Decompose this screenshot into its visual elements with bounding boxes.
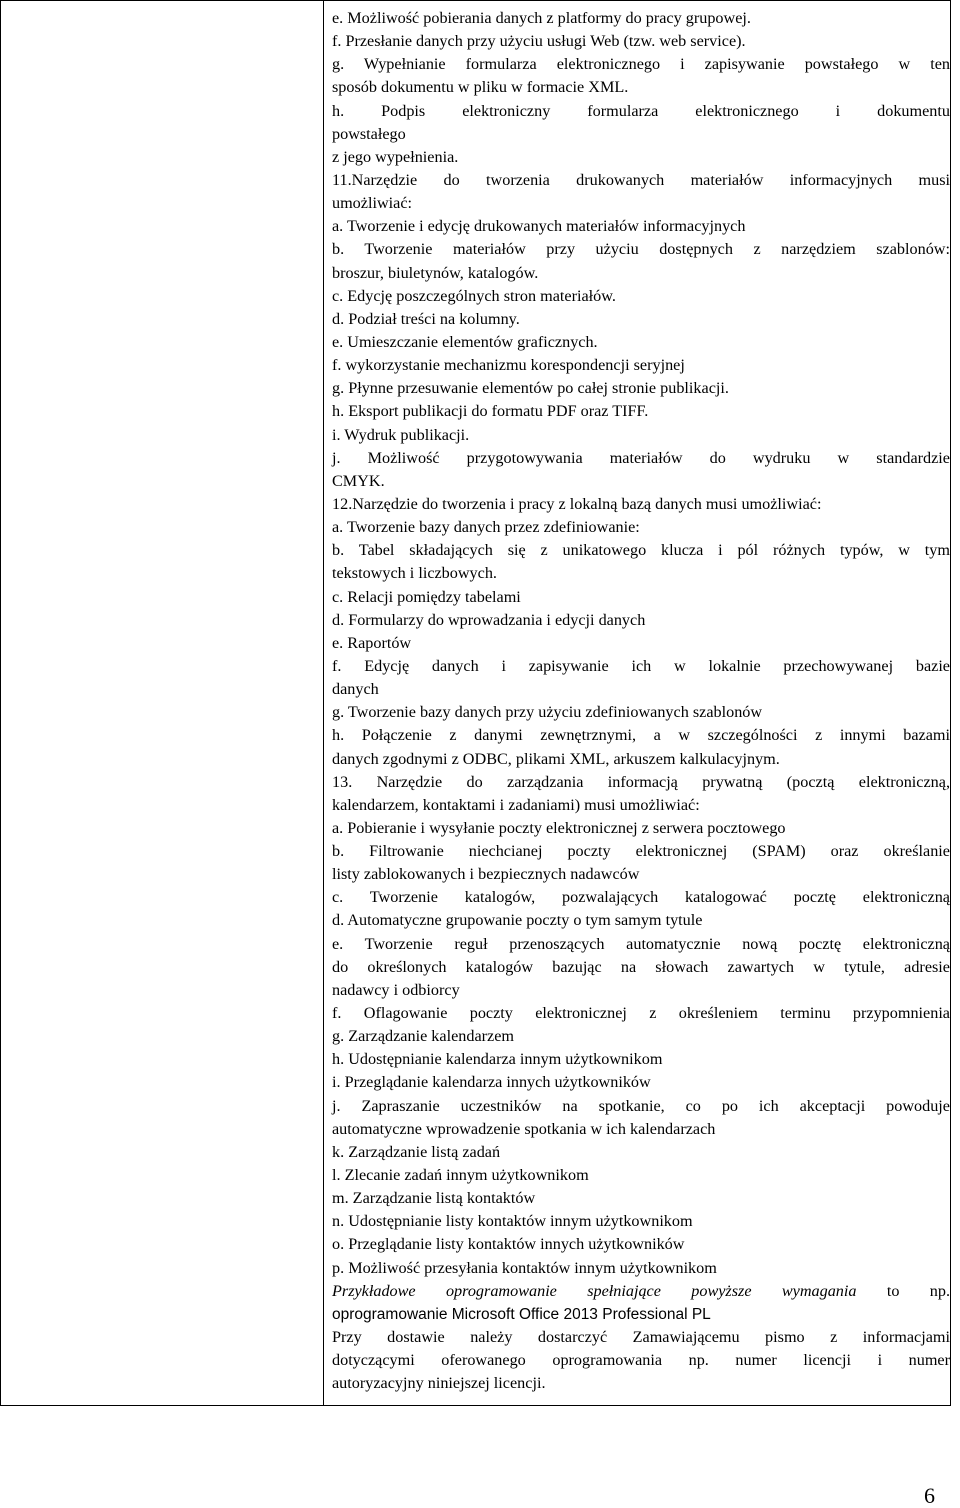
text-line: e. Możliwość pobierania danych z platformy do pracy grupowej. <box>332 9 751 27</box>
text-line: listy zablokowanych i bezpiecznych nadawców <box>332 865 640 884</box>
example-software-italic: Przykładowe oprogramowanie spełniające powyższe wymagania <box>332 1281 857 1300</box>
text-line: danych <box>332 680 379 699</box>
text-line: b. Tworzenie materiałów przy użyciu dostępnych z narzędziem szablonów: <box>332 240 950 259</box>
text-line: c. Tworzenie katalogów, pozwalających katalogować pocztę elektroniczną <box>332 888 950 907</box>
text-line: g. Zarządzanie kalendarzem <box>332 1027 514 1046</box>
text-line: h. Eksport publikacji do formatu PDF oraz TIFF. <box>332 402 649 421</box>
text-line: nadawcy i odbiorcy <box>332 980 460 999</box>
text-line: d. Formularzy do wprowadzania i edycji danych <box>332 610 646 629</box>
text-line: g. Tworzenie bazy danych przy użyciu zdefiniowanych szablonów <box>332 703 763 722</box>
text-line: d. Podział treści na kolumny. <box>332 309 520 328</box>
text-line: h. Podpis elektroniczny formularza elektronicznego i dokumentu <box>332 101 950 120</box>
text-line: h. Połączenie z danymi zewnętrznymi, a w szczególności z innymi bazami <box>332 726 950 745</box>
closing-line: autoryzacyjny niniejszej licencji. <box>332 1374 546 1393</box>
text-line: danych zgodnymi z ODBC, plikami XML, arkuszem kalkulacyjnym. <box>332 749 780 768</box>
text-line: a. Tworzenie bazy danych przez zdefiniowanie: <box>332 518 640 537</box>
text-line: 13. Narzędzie do zarządzania informacją prywatną (pocztą elektroniczną, <box>332 772 950 791</box>
text-line: kalendarzem, kontaktami i zadaniami) musi umożliwiać: <box>332 795 700 814</box>
text-line: n. Udostępnianie listy kontaktów innym użytkownikom <box>332 1212 693 1231</box>
text-line: e. Tworzenie reguł przenoszących automatycznie nową pocztę elektroniczną <box>332 934 950 953</box>
text-line: c. Relacji pomiędzy tabelami <box>332 587 521 606</box>
example-software-suffix: to np. <box>856 1281 950 1300</box>
text-line: e. Raportów <box>332 633 412 652</box>
example-software-line <box>332 1280 950 1303</box>
empty-left-column <box>1 1 324 1405</box>
text-line: i. Wydruk publikacji. <box>332 425 470 444</box>
text-line: 11.Narzędzie do tworzenia drukowanych materiałów informacyjnych musi <box>332 170 950 189</box>
closing-line: dotyczącymi oferowanego oprogramowania np. numer licencji i numer <box>332 1351 950 1370</box>
text-line: f. Przesłanie danych przy użyciu usługi Web (tzw. web service). <box>332 32 746 51</box>
text-line: k. Zarządzanie listą zadań <box>332 1142 501 1161</box>
text-line: j. Zapraszanie uczestników na spotkanie, co po ich akceptacji powoduje <box>332 1096 950 1115</box>
text-line: b. Tabel składających się z unikatowego klucza i pól różnych typów, w tym <box>332 541 950 560</box>
text-line: o. Przeglądanie listy kontaktów innych użytkowników <box>332 1235 685 1254</box>
text-line: automatyczne wprowadzenie spotkania w ich kalendarzach <box>332 1119 716 1138</box>
text-line: d. Automatyczne grupowanie poczty o tym samym tytule <box>332 911 703 930</box>
requirements-text <box>332 7 950 1395</box>
text-line: h. Udostępnianie kalendarza innym użytkownikom <box>332 1050 663 1069</box>
text-line: l. Zlecanie zadań innym użytkownikom <box>332 1166 589 1185</box>
text-line: f. Oflagowanie poczty elektronicznej z określeniem terminu przypomnienia <box>332 1004 950 1023</box>
text-line: p. Możliwość przesyłania kontaktów innym użytkownikom <box>332 1258 717 1277</box>
text-line: f. Edycję danych i zapisywanie ich w lokalnie przechowywanej bazie <box>332 656 950 675</box>
text-line: c. Edycję poszczególnych stron materiałów. <box>332 286 616 305</box>
text-line: g. Płynne przesuwanie elementów po całej stronie publikacji. <box>332 379 729 398</box>
text-line: sposób dokumentu w pliku w formacie XML. <box>332 78 629 97</box>
text-line: powstałego <box>332 124 406 143</box>
text-line: a. Pobieranie i wysyłanie poczty elektronicznej z serwera pocztowego <box>332 818 786 837</box>
text-line: e. Umieszczanie elementów graficznych. <box>332 332 598 351</box>
text-line: j. Możliwość przygotowywania materiałów do wydruku w standardzie <box>332 448 950 467</box>
text-line: 12.Narzędzie do tworzenia i pracy z lokalną bazą danych musi umożliwiać: <box>332 494 822 513</box>
text-line: g. Wypełnianie formularza elektronicznego i zapisywanie powstałego w ten <box>332 55 950 74</box>
text-line: b. Filtrowanie niechcianej poczty elektronicznej (SPAM) oraz określanie <box>332 842 950 861</box>
closing-line: Przy dostawie należy dostarczyć Zamawiającemu pismo z informacjami <box>332 1328 950 1347</box>
text-line: do określonych katalogów bazując na słowach zawartych w tytule, adresie <box>332 957 950 976</box>
page-number: 6 <box>924 1483 935 1508</box>
text-line: broszur, biuletynów, katalogów. <box>332 263 539 282</box>
text-line: tekstowych i liczbowych. <box>332 564 497 583</box>
text-line: m. Zarządzanie listą kontaktów <box>332 1189 536 1208</box>
text-line: f. wykorzystanie mechanizmu korespondencji seryjnej <box>332 356 685 375</box>
text-line: z jego wypełnienia. <box>332 147 459 166</box>
text-line: a. Tworzenie i edycję drukowanych materiałów informacyjnych <box>332 217 746 236</box>
example-product: oprogramowanie Microsoft Office 2013 Professional PL <box>332 1305 711 1323</box>
text-line: umożliwiać: <box>332 194 413 213</box>
text-line: i. Przeglądanie kalendarza innych użytkowników <box>332 1073 651 1092</box>
text-line: CMYK. <box>332 471 385 490</box>
